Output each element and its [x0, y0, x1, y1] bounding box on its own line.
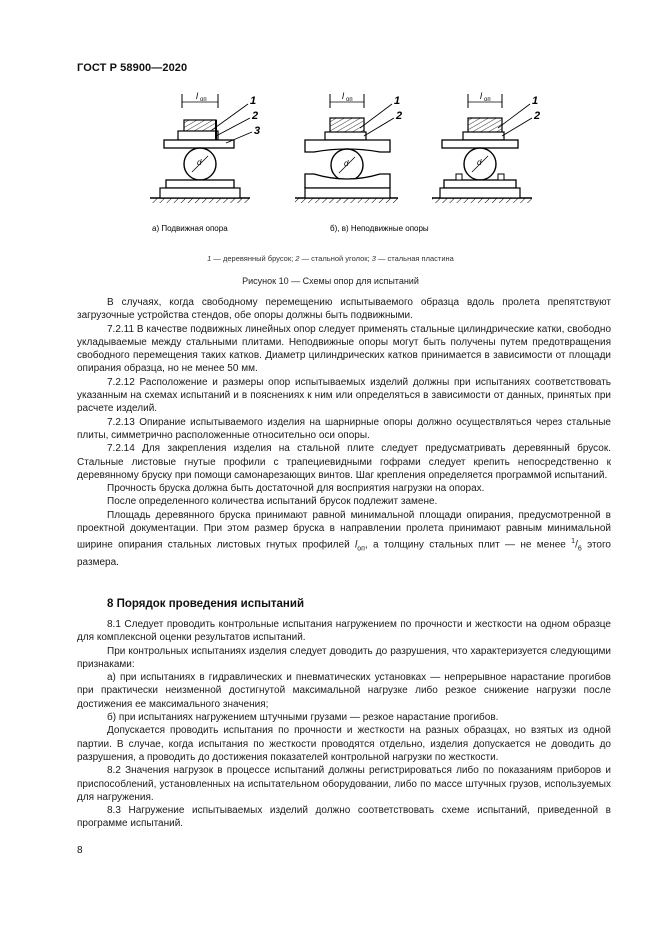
callout-c-2: 2 [534, 110, 540, 122]
paragraph: 8.2 Значения нагрузок в процессе испытаний должны регистрироваться либо по показаниям приборов и приспособлений, установленных на испытательном оборудовании, либо по массе штучных грузов, используемых для нагружения. [77, 765, 611, 803]
legend-n2: 2 [295, 254, 300, 263]
paragraph: В случаях, когда свободному перемещению испытываемого образца вдоль пролета препятствуют загрузочные устройства стендов, обе опоры должны быть подвижными. [77, 297, 611, 322]
paragraph: б) при испытаниях нагружением штучными грузами — резкое нарастание прогибов. [107, 712, 499, 724]
paragraph: 8.3 Нагружение испытываемых изделий должно соответствовать схеме испытаний, приведенной в программе испытаний. [77, 805, 611, 830]
section8-text [77, 618, 611, 831]
steel-plate-a [164, 140, 234, 148]
dimension-label-a: l [196, 91, 198, 101]
callout-b-2: 2 [396, 110, 403, 122]
paragraph: Прочность бруска должна быть достаточной для восприятия нагрузки на опорах. [107, 483, 485, 495]
legend-t2: — стальной уголок; [299, 254, 372, 263]
paragraph: а) при испытаниях в гидравлических и пневматических установках — непрерывное нарастание прогибов при практически неизменной достигнутой максимальной нагрузке либо резкое снижение нагрузки после достижения ее максимального значения; [77, 672, 611, 710]
diameter-label-c: d [477, 158, 482, 167]
legend-n1: 1 [207, 254, 212, 263]
scheme-c-fixed-support [432, 91, 540, 203]
label-fixed-supports: б), в) Неподвижные опоры [330, 224, 429, 233]
paragraph: При контрольных испытаниях изделия следует доводить до разрушения, что характеризуется следующими признаками: [77, 645, 611, 670]
steel-angle-a [178, 131, 218, 140]
section7-text [77, 296, 611, 569]
legend-t3: — стальная пластина [375, 254, 454, 263]
dimension-sub-a: оп [200, 97, 207, 103]
paragraph: 7.2.14 Для закрепления изделия на стальной плите следует предусматривать деревянный брусок. Стальные листовые гнутые профили с трапециевидными гофрами следует крепить непосредственно к деревянному бруску при помощи самонарезающих винтов. Шаг крепления определяется программой испытаний. [77, 443, 611, 481]
paragraph: 7.2.12 Расположение и размеры опор испытываемых изделий должны при испытаниях соответствовать указанным на схемах испытаний и в пояснениях к ним или определяться в зависимости от данных, принятых при расчете изделий. [77, 376, 611, 415]
scheme-b-fixed-support [295, 91, 402, 203]
callout-b-1: 1 [394, 95, 401, 107]
callout-c-1: 1 [532, 95, 539, 107]
paragraph-bar-area: Площадь деревянного бруска принимают равной минимальной площади опирания, предусмотренной в проектной документации. При этом размер бруска в направлении пролета принимают равным минимальной ширине опирания стальных листовых гнутых профилей $l_{оп}$, а толщину стальных плит — не менее $^1/_6$ этого размера. [77, 509, 611, 568]
paragraph: Допускается проводить испытания по прочности и жесткости на разных образцах, но взятых из одной партии. В случае, когда испытания по жесткости проводятся отдельно, изделия допускается не доводить до разрушения, а проводить до достижения показателей контрольной нагрузки по жесткости. [77, 725, 611, 763]
section-heading: 8 Порядок проведения испытаний [107, 598, 305, 610]
paragraph: 8.1 Следует проводить контрольные испытания нагружением по прочности и жесткости на одном образце для комплексной оценки результатов испытаний. [77, 619, 611, 644]
scheme-a-movable-support [150, 91, 260, 203]
figure-legend [0, 254, 661, 263]
paragraph: После определенного количества испытаний брусок подлежит замене. [107, 496, 438, 508]
support-schemes-figure [140, 88, 540, 248]
label-movable-support: а) Подвижная опора [152, 224, 228, 233]
legend-t1: — деревянный брусок; [211, 254, 296, 263]
diameter-label-a: d [197, 158, 202, 167]
paragraph: 7.2.13 Опирание испытываемого изделия на шарнирные опоры должно осуществляться через стальные плиты, симметрично расположенные относительно оси опоры. [77, 416, 611, 441]
legend-n3: 3 [371, 254, 376, 263]
figure-caption: Рисунок 10 — Схемы опор для испытаний [242, 276, 419, 286]
dimension-label-b: l [342, 91, 344, 101]
diameter-label-b: d [344, 159, 349, 168]
paragraph: 7.2.11 В качестве подвижных линейных опор следует применять стальные цилиндрические катки, свободно укладываемые между стальными плитами. Неподвижные опоры могут быть получены путем предотвращения свободного перемещения таких катков. Диаметр цилиндрических катков принимается в зависимости от площади опирания образца, но не менее 50 мм. [77, 323, 611, 375]
page-number: 8 [77, 845, 83, 856]
callout-a-3: 3 [254, 125, 261, 137]
dimension-sub-c: оп [484, 97, 491, 103]
document-header: ГОСТ Р 58900—2020 [77, 62, 188, 74]
dimension-sub-b: оп [346, 97, 353, 103]
callout-a-1: 1 [250, 95, 257, 107]
callout-a-2: 2 [252, 110, 259, 122]
dimension-label-c: l [480, 91, 482, 101]
